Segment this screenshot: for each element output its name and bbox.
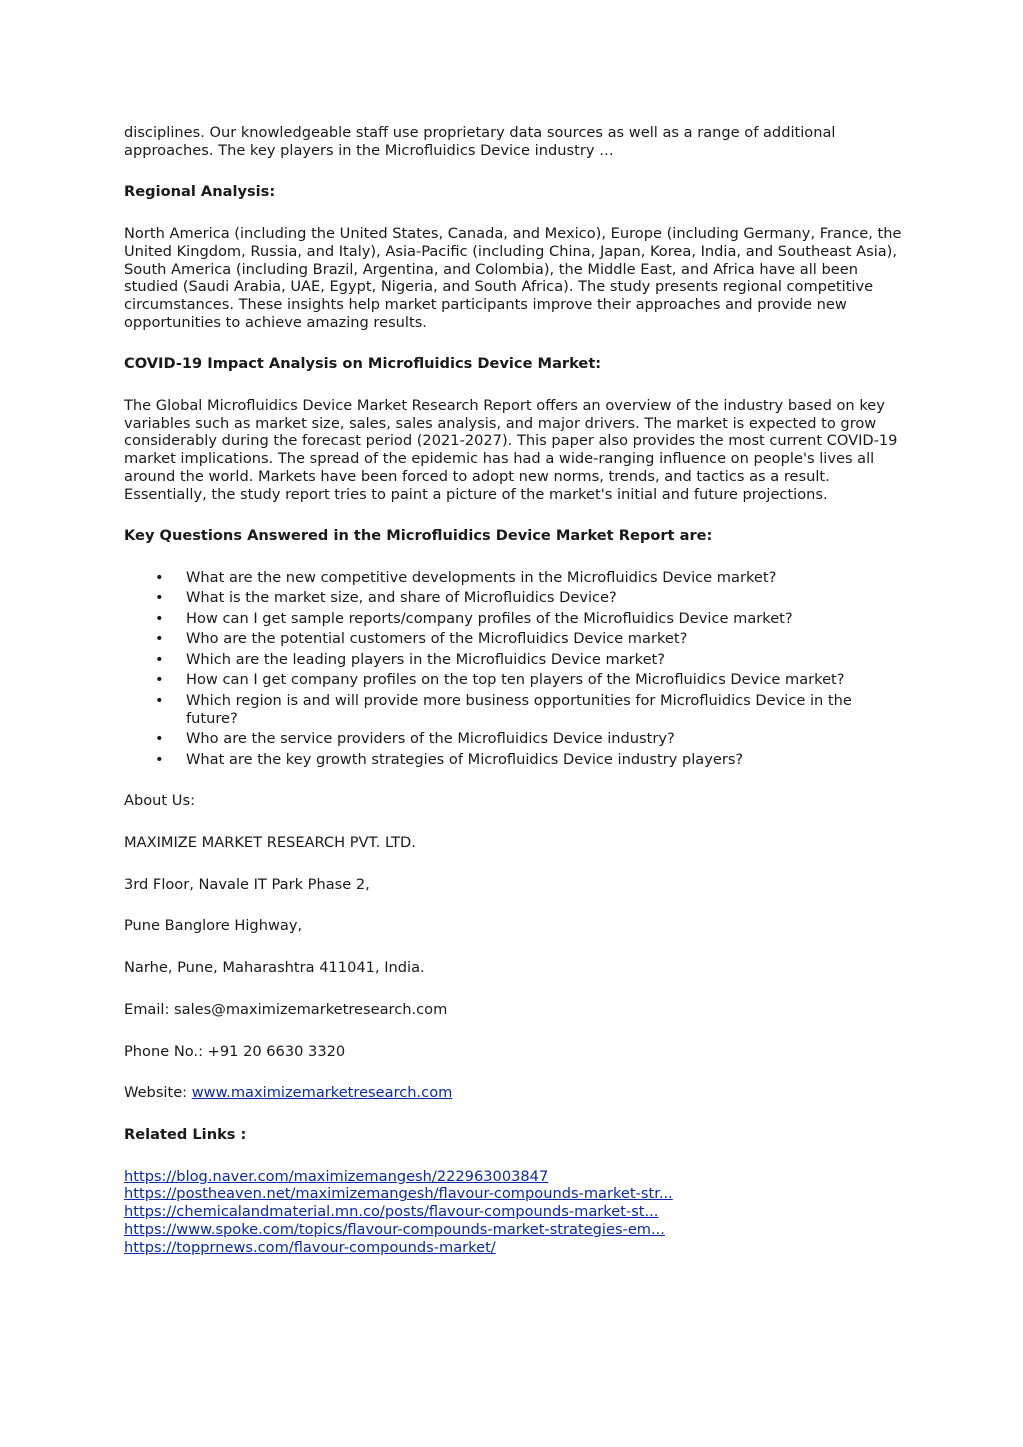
contact-phone: Phone No.: +91 20 6630 3320	[124, 1042, 346, 1060]
document-page	[124, 124, 904, 1257]
list-item-text: What are the new competitive developments in the Microfluidics Device market?	[186, 568, 777, 586]
website-label: Website:	[124, 1084, 192, 1102]
bullet-icon: •	[155, 730, 164, 748]
list-item	[155, 609, 904, 628]
list-item-text: How can I get sample reports/company profiles of the Microfluidics Device market?	[186, 609, 793, 627]
website-link[interactable]: www.maximizemarketresearch.com	[191, 1084, 453, 1102]
list-item-text: Which region is and will provide more business opportunities for Microfluidics Device in the future?	[186, 691, 852, 727]
list-item	[155, 650, 904, 669]
bullet-icon: •	[155, 609, 164, 627]
bullet-icon: •	[155, 568, 164, 586]
related-links-heading: Related Links :	[124, 1125, 247, 1143]
related-link[interactable]: https://chemicalandmaterial.mn.co/posts/flavour-compounds-market-st...	[124, 1203, 659, 1221]
list-item	[155, 589, 904, 607]
list-item-text: What are the key growth strategies of Microfluidics Device industry players?	[186, 750, 744, 768]
address-line-1: 3rd Floor, Navale IT Park Phase 2,	[124, 875, 370, 893]
key-questions-heading: Key Questions Answered in the Microfluidics Device Market Report are:	[124, 527, 713, 545]
list-item-text: Who are the potential customers of the Microfluidics Device market?	[186, 630, 688, 648]
related-links-list	[124, 1168, 904, 1257]
covid-impact-heading: COVID-19 Impact Analysis on Microfluidics Device Market:	[124, 355, 602, 373]
list-item	[155, 671, 904, 689]
list-item-text: What is the market size, and share of Microfluidics Device?	[186, 589, 617, 607]
related-link[interactable]: https://www.spoke.com/topics/flavour-compounds-market-strategies-em...	[124, 1221, 665, 1239]
related-link[interactable]: https://topprnews.com/flavour-compounds-market/	[124, 1238, 496, 1256]
bullet-icon: •	[155, 589, 164, 607]
list-item	[155, 630, 904, 648]
list-item-text: Which are the leading players in the Microfluidics Device market?	[186, 650, 666, 668]
list-item-text: How can I get company profiles on the top ten players of the Microfluidics Device market?	[186, 671, 845, 689]
about-us-label: About Us:	[124, 792, 195, 810]
address-line-2: Pune Banglore Highway,	[124, 917, 303, 935]
bullet-icon: •	[155, 750, 164, 768]
bullet-icon: •	[155, 671, 164, 689]
key-questions-list	[124, 569, 904, 768]
list-item	[155, 750, 904, 769]
contact-email: Email: sales@maximizemarketresearch.com	[124, 1000, 448, 1018]
related-link[interactable]: https://blog.naver.com/maximizemangesh/222963003847	[124, 1167, 549, 1185]
bullet-icon: •	[155, 650, 164, 668]
list-item-text: Who are the service providers of the Microfluidics Device industry?	[186, 730, 675, 748]
bullet-icon: •	[155, 691, 164, 709]
covid-impact-paragraph: The Global Microfluidics Device Market Research Report offers an overview of the industry based on key variables such as market size, sales, sales analysis, and major drivers. The market is expected to grow considerably during the forecast period (2021-2027). This paper also provides the most current COVID-19 market implications. The spread of the epidemic has had a wide-ranging influence on people's lives all around the world. Markets have been forced to adopt new norms, trends, and tactics as a result. Essentially, the study report tries to paint a picture of the market's initial and future projections.	[124, 397, 898, 503]
related-link[interactable]: https://postheaven.net/maximizemangesh/flavour-compounds-market-str...	[124, 1185, 673, 1203]
list-item	[155, 730, 904, 748]
intro-paragraph: disciplines. Our knowledgeable staff use proprietary data sources as well as a range of additional approaches. The key players in the Microfluidics Device industry …	[124, 124, 836, 159]
list-item	[155, 691, 904, 727]
regional-analysis-heading: Regional Analysis:	[124, 183, 276, 201]
bullet-icon: •	[155, 630, 164, 648]
company-name: MAXIMIZE MARKET RESEARCH PVT. LTD.	[124, 834, 416, 852]
website-line	[124, 1084, 904, 1102]
list-item	[155, 568, 904, 587]
regional-analysis-paragraph: North America (including the United States, Canada, and Mexico), Europe (including Germany, France, the United Kingdom, Russia, and Italy), Asia-Pacific (including China, Japan, Korea, India, and Southeast Asia), South America (including Brazil, Argentina, and Colombia), the Middle East, and Africa have all been studied (Saudi Arabia, UAE, Egypt, Nigeria, and South Africa). The study presents regional competitive circumstances. These insights help market participants improve their approaches and provide new opportunities to achieve amazing results.	[124, 225, 902, 331]
address-line-3: Narhe, Pune, Maharashtra 411041, India.	[124, 959, 425, 977]
